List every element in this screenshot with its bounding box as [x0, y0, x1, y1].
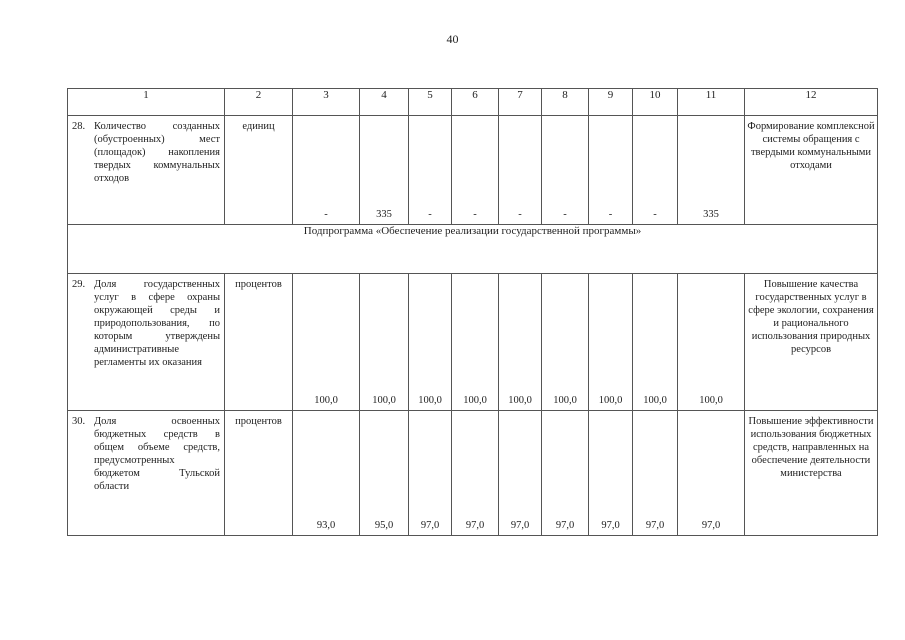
- column-header: 4: [360, 89, 409, 116]
- value-cell: 97,0: [678, 411, 745, 536]
- value-cell: -: [633, 116, 678, 225]
- column-header: 8: [542, 89, 589, 116]
- unit-cell: процентов: [225, 411, 293, 536]
- result-cell: Повышение качества государственных услуг в сфере экологии, сохранения и рационального использования природных ресурсов: [745, 274, 878, 411]
- value-cell: 97,0: [633, 411, 678, 536]
- column-header: 7: [499, 89, 542, 116]
- value-cell: 100,0: [589, 274, 633, 411]
- value-cell: 100,0: [293, 274, 360, 411]
- indicators-table: [67, 88, 878, 536]
- indicator-name-cell: [68, 116, 225, 225]
- value-cell: 100,0: [633, 274, 678, 411]
- column-header: 10: [633, 89, 678, 116]
- value-cell: 100,0: [542, 274, 589, 411]
- value-cell: 100,0: [452, 274, 499, 411]
- column-header: 1: [68, 89, 225, 116]
- value-cell: 97,0: [499, 411, 542, 536]
- value-cell: 100,0: [360, 274, 409, 411]
- unit-cell: процентов: [225, 274, 293, 411]
- indicator-name: Доля освоенных бюджетных средств в общем объеме средств, предусмотренных бюджетом Тульской области: [94, 416, 220, 492]
- row-number: 29.: [72, 279, 86, 290]
- value-cell: 97,0: [452, 411, 499, 536]
- unit-cell: единиц: [225, 116, 293, 225]
- value-cell: -: [409, 116, 452, 225]
- value-cell: 335: [360, 116, 409, 225]
- indicator-name: Доля государственных услуг в сфере охраны окружающей среды и природопользования, по которым утверждены административные регламенты их оказания: [94, 279, 220, 368]
- value-cell: -: [499, 116, 542, 225]
- value-cell: 97,0: [409, 411, 452, 536]
- value-cell: 100,0: [499, 274, 542, 411]
- value-cell: 97,0: [589, 411, 633, 536]
- value-cell: 97,0: [542, 411, 589, 536]
- subprogram-title: Подпрограмма «Обеспечение реализации государственной программы»: [68, 225, 878, 274]
- indicator-name-cell: [68, 411, 225, 536]
- value-cell: 100,0: [678, 274, 745, 411]
- column-header: 5: [409, 89, 452, 116]
- subprogram-row: [68, 225, 878, 274]
- value-cell: 335: [678, 116, 745, 225]
- value-cell: -: [589, 116, 633, 225]
- table-row: [68, 274, 878, 411]
- row-number: 30.: [72, 416, 86, 427]
- column-header: 12: [745, 89, 878, 116]
- result-cell: Повышение эффективности использования бюджетных средств, направленных на обеспечение деятельности министерства: [745, 411, 878, 536]
- column-header: 9: [589, 89, 633, 116]
- value-cell: 95,0: [360, 411, 409, 536]
- column-header: 11: [678, 89, 745, 116]
- result-cell: Формирование комплексной системы обращения с твердыми коммунальными отходами: [745, 116, 878, 225]
- row-number: 28.: [72, 121, 86, 132]
- value-cell: -: [293, 116, 360, 225]
- column-header: 2: [225, 89, 293, 116]
- value-cell: -: [452, 116, 499, 225]
- header-row: [68, 89, 878, 116]
- column-header: 3: [293, 89, 360, 116]
- table-row: [68, 116, 878, 225]
- value-cell: 100,0: [409, 274, 452, 411]
- table-row: [68, 411, 878, 536]
- indicator-name: Количество созданных (обустроенных) мест (площадок) накопления твердых коммунальных отходов: [94, 121, 220, 184]
- value-cell: 93,0: [293, 411, 360, 536]
- value-cell: -: [542, 116, 589, 225]
- page-number: 40: [446, 32, 459, 46]
- column-header: 6: [452, 89, 499, 116]
- indicator-name-cell: [68, 274, 225, 411]
